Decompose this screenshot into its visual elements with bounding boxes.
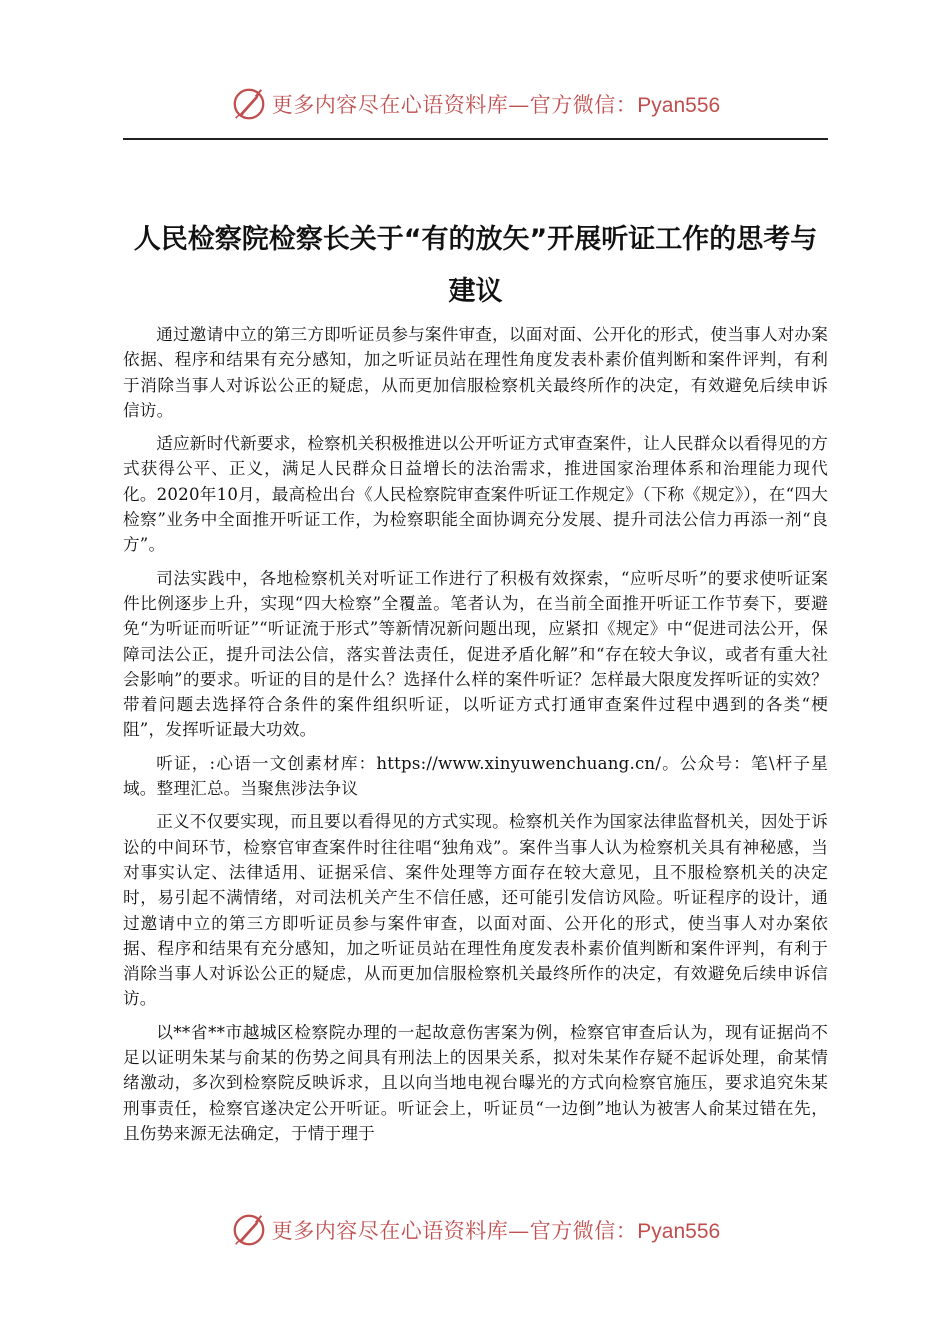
paragraph: 司法实践中，各地检察机关对听证工作进行了积极有效探索，“应听尽听”的要求使听证案件比例逐步上升，实现“四大检察”全覆盖。笔者认为，在当前全面推开听证工作节奏下，要避免“为听证而听证”“听证流于形式”等新情况新问题出现，应紧扣《规定》中“促进司法公开，保障司法公正，提升司法公信，落实普法责任，促进矛盾化解”和“存在较大争议，或者有重大社会影响”的要求。听证的目的是什么？选择什么样的案件听证？怎样最大限度发挥听证的实效？带着问题去选择符合条件的案件组织听证，以听证方式打通审查案件过程中遇到的各类“梗阻”，发挥听证最大功效。 (123, 568, 828, 740)
document-title: 人民检察院检察长关于“有的放矢”开展听证工作的思考与建议 (133, 224, 818, 307)
page-footer-banner (0, 1206, 950, 1254)
paragraph: 通过邀请中立的第三方即听证员参与案件审查，以面对面、公开化的形式，使当事人对办案依据、程序和结果有充分感知，加之听证员站在理性角度发表朴素价值判断和案件评判，有利于消除当事人对诉讼公正的疑虑，从而更加信服检察机关最终所作的决定，有效避免后续申诉信访。 (123, 325, 828, 420)
wechat-id: Pyan556 (637, 1220, 721, 1243)
document-body (123, 322, 828, 1154)
banner-text: 更多内容尽在心语资料库—官方微信：Pyan556 (271, 93, 721, 117)
quill-pen-logo-icon (230, 1211, 268, 1249)
banner-text: 更多内容尽在心语资料库—官方微信：Pyan556 (271, 1219, 721, 1243)
paragraph: 适应新时代新要求，检察机关积极推进以公开听证方式审查案件，让人民群众以看得见的方式获得公平、正义，满足人民群众日益增长的法治需求，推进国家治理体系和治理能力现代化。2020年10月，最高检出台《人民检察院审查案件听证工作规定》（下称《规定》），在“四大检察”业务中全面推开听证工作，为检察职能全面协调充分发展、提升司法公信力再添一剂“良方”。 (123, 434, 828, 555)
page-header-banner (0, 80, 950, 128)
quill-pen-logo-icon (230, 85, 268, 123)
header-divider (123, 138, 828, 140)
paragraph: 正义不仅要实现，而且要以看得见的方式实现。检察机关作为国家法律监督机关，因处于诉讼的中间环节，检察官审查案件时往往唱“独角戏”。案件当事人认为检察机关具有神秘感，当对事实认定、法律适用、证据采信、案件处理等方面存在较大意见，且不服检察机关的决定时，易引起不满情绪，对司法机关产生不信任感，还可能引发信访风险。听证程序的设计，通过邀请中立的第三方即听证员参与案件审查，以面对面、公开化的形式，使当事人对办案依据、程序和结果有充分感知，加之听证员站在理性角度发表朴素价值判断和案件评判，有利于消除当事人对诉讼公正的疑虑，从而更加信服检察机关最终所作的决定，有效避免后续申诉信访。 (123, 812, 828, 1009)
paragraph: 听证，:心语一文创素材库：https://www.xinyuwenchuang.cn/。公众号：笔\杆子星域。整理汇总。当聚焦涉法争议 (123, 753, 828, 799)
wechat-id: Pyan556 (637, 94, 721, 117)
paragraph: 以**省**市越城区检察院办理的一起故意伤害案为例，检察官审查后认为，现有证据尚不足以证明朱某与俞某的伤势之间具有刑法上的因果关系，拟对朱某作存疑不起诉处理，俞某情绪激动，多次到检察院反映诉求，且以向当地电视台曝光的方式向检察官施压，要求追究朱某刑事责任，检察官遂决定公开听证。听证会上，听证员“一边倒”地认为被害人俞某过错在先，且伤势来源无法确定，于情于理于 (123, 1022, 828, 1143)
